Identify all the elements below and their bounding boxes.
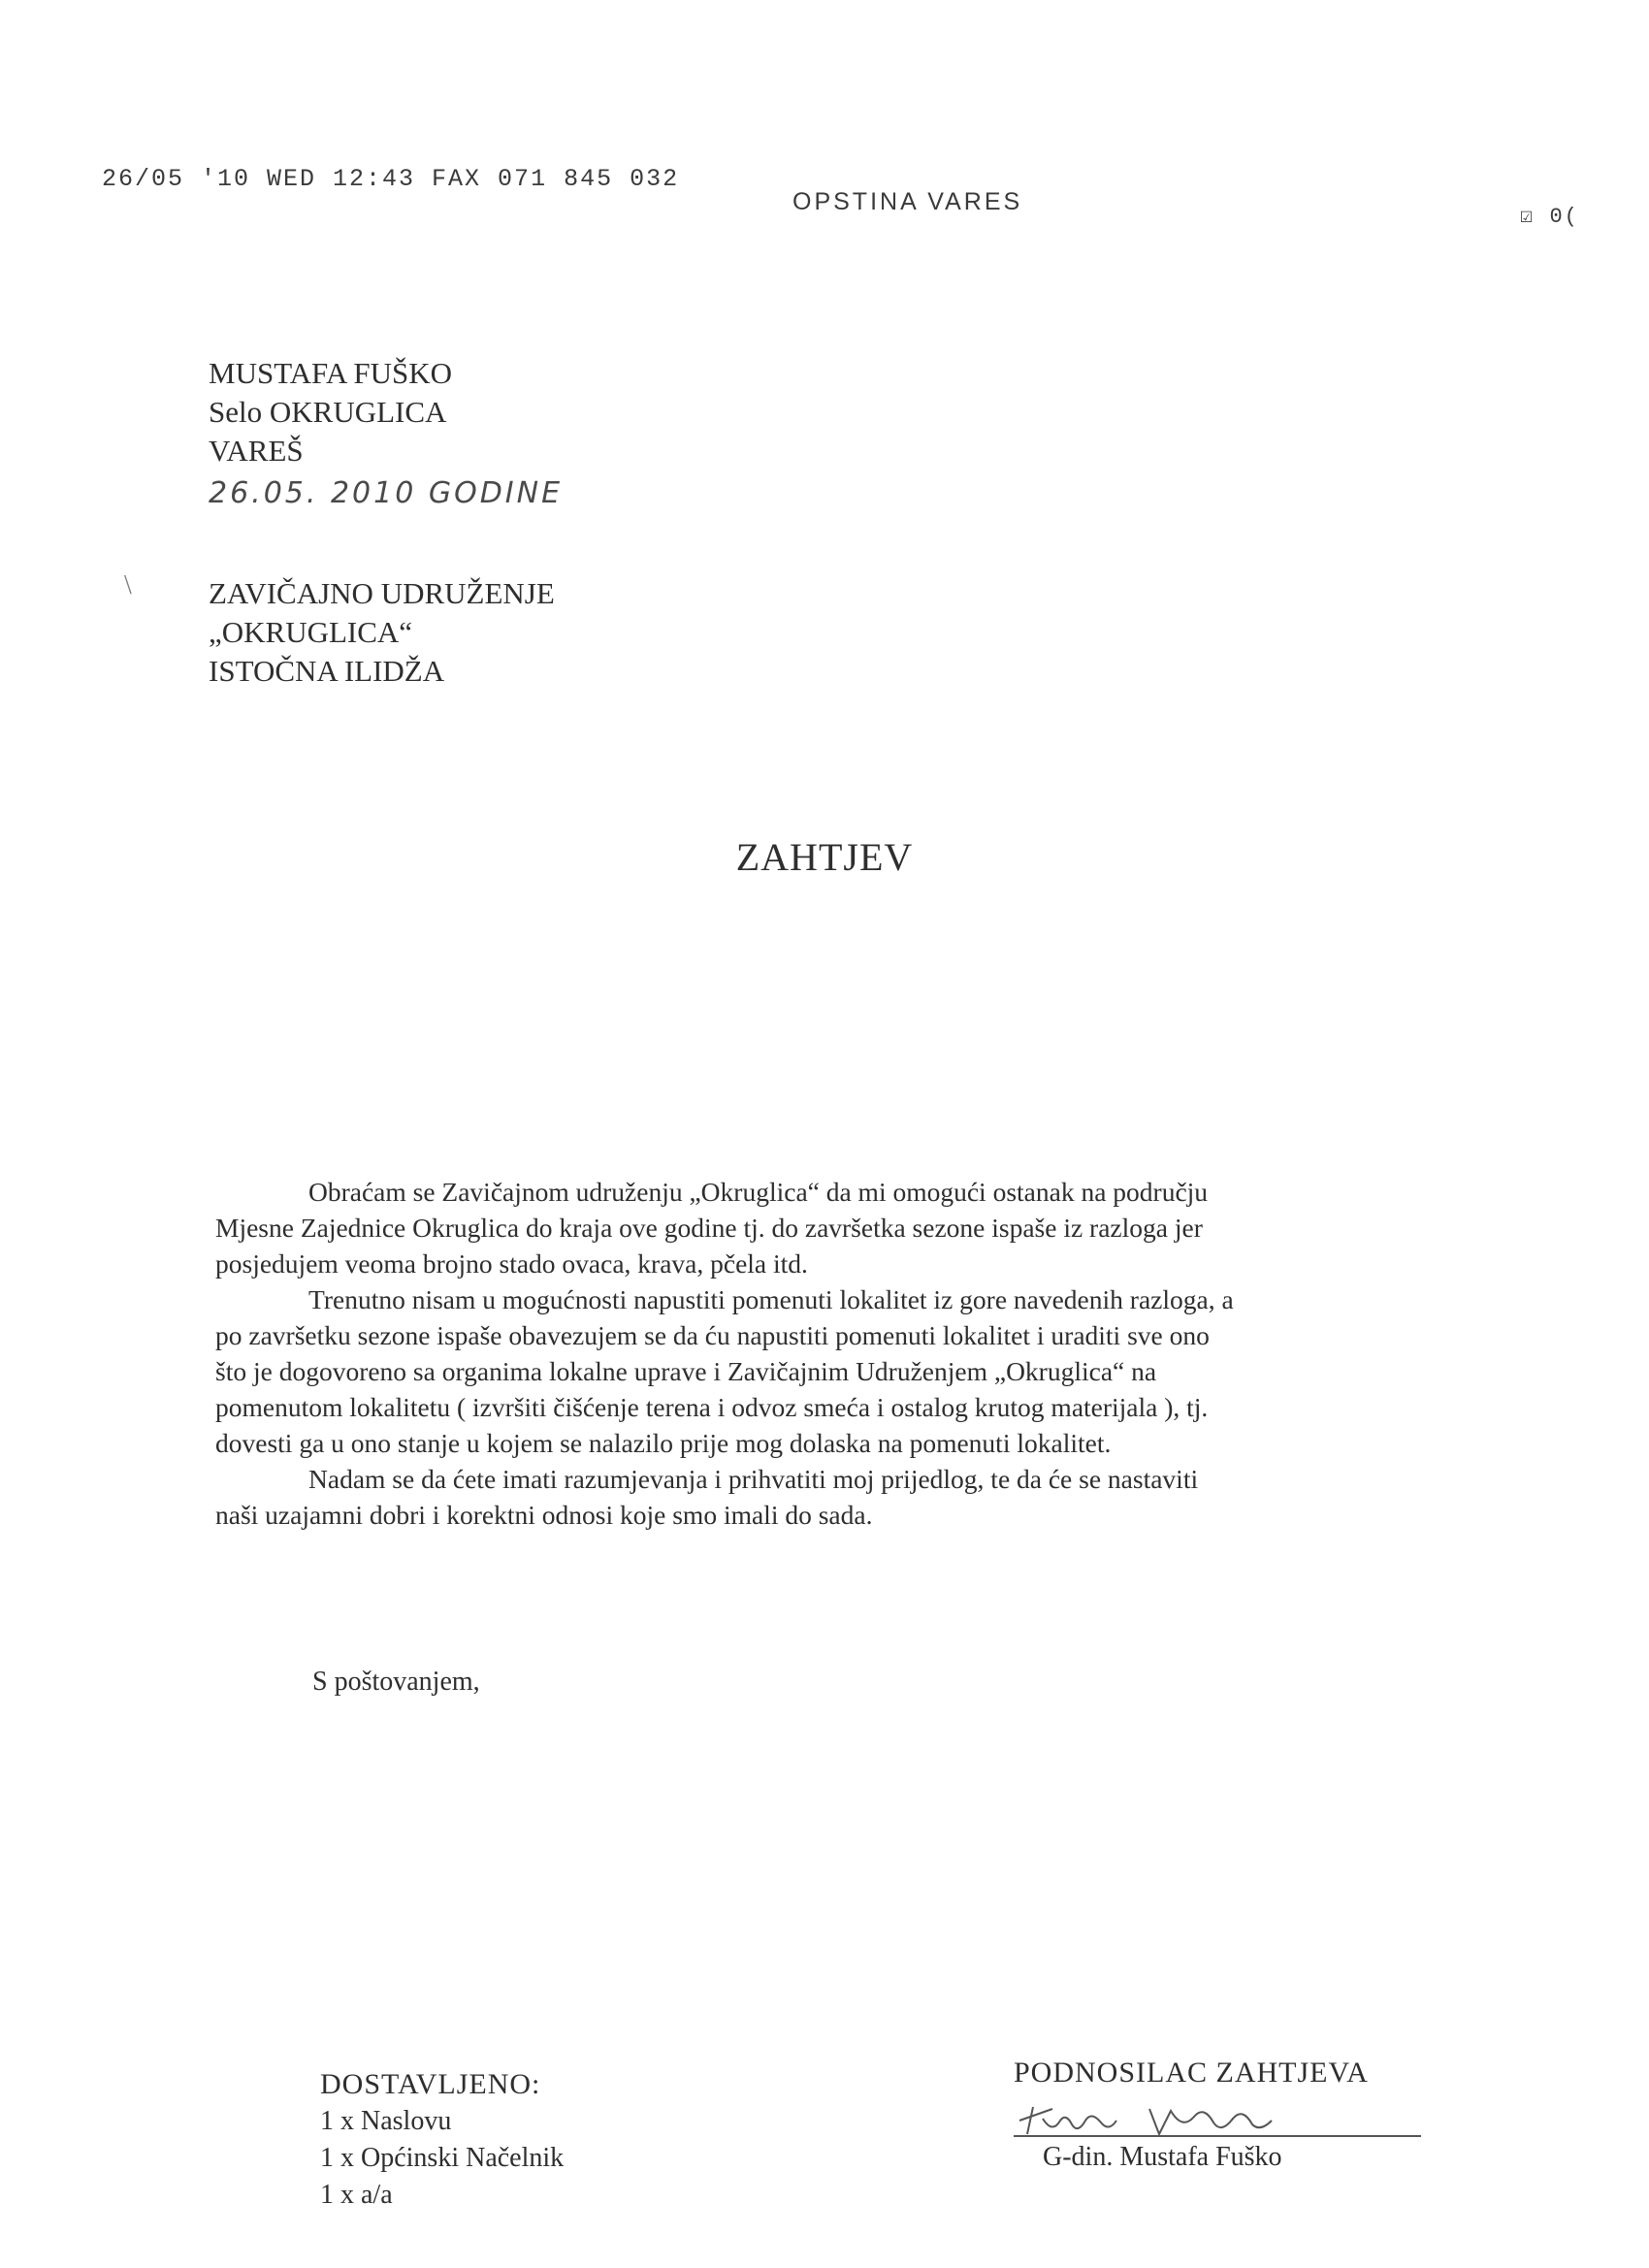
body-line: Nadam se da ćete imati razumjevanja i prihvatiti moj prijedlog, te da će se nastaviti xyxy=(308,1464,1199,1494)
distribution-list xyxy=(320,2066,564,2214)
fax-transmission-line: 26/05 '10 WED 12:43 FAX 071 845 032 xyxy=(102,165,680,193)
recipient-line-2: „OKRUGLICA“ xyxy=(209,615,413,649)
body-line: naši uzajamni dobri i korektni odnosi koje smo imali do sada. xyxy=(215,1500,873,1530)
recipient-block xyxy=(209,574,555,691)
fax-header xyxy=(102,165,1579,229)
fax-organization: OPSTINA VARES xyxy=(792,188,1023,215)
letter-body xyxy=(215,1174,1467,1533)
signature-block xyxy=(1014,2057,1421,2172)
distribution-item: 1 x Općinski Načelnik xyxy=(320,2143,565,2173)
closing-salutation: S poštovanjem, xyxy=(312,1667,480,1697)
signature-heading: PODNOSILAC ZAHTJEVA xyxy=(1014,2057,1369,2089)
paragraph-2 xyxy=(215,1281,1467,1461)
signatory-name: G-din. Mustafa Fuško xyxy=(1043,2142,1282,2172)
recipient-line-1: ZAVIČAJNO UDRUŽENJE xyxy=(209,576,555,610)
body-line: Mjesne Zajednice Okruglica do kraja ove godine tj. do završetka sezone ispaše iz razloga jer xyxy=(215,1213,1203,1243)
fax-page-marker: ☑ 0( xyxy=(1520,205,1579,229)
recipient-line-3: ISTOČNA ILIDŽA xyxy=(209,654,445,688)
distribution-item: 1 x a/a xyxy=(320,2180,393,2210)
body-line: pomenutom lokalitetu ( izvršiti čišćenje terena i odvoz smeća i ostalog krutog materijala ), tj. xyxy=(215,1392,1209,1422)
paragraph-1 xyxy=(215,1174,1467,1281)
body-line: Obraćam se Zavičajnom udruženju „Okruglica“ da mi omogući ostanak na području xyxy=(308,1177,1209,1207)
margin-mark: \ xyxy=(124,570,132,600)
sender-village: Selo OKRUGLICA xyxy=(209,395,447,429)
sender-block xyxy=(209,354,563,513)
body-line: dovesti ga u ono stanje u kojem se nalazilo prije mog dolaska na pomenuti lokalitet. xyxy=(215,1428,1112,1458)
sender-town: VAREŠ xyxy=(209,434,304,468)
body-line: što je dogovoreno sa organima lokalne uprave i Zavičajnim Udruženjem „Okruglica“ na xyxy=(215,1356,1157,1386)
body-line: Trenutno nisam u mogućnosti napustiti pomenuti lokalitet iz gore navedenih razloga, a xyxy=(308,1284,1234,1314)
handwritten-signature xyxy=(1014,2091,1421,2144)
sender-name: MUSTAFA FUŠKO xyxy=(209,356,453,390)
body-line: posjedujem veoma brojno stado ovaca, krava, pčela itd. xyxy=(215,1248,808,1279)
distribution-item: 1 x Naslovu xyxy=(320,2106,452,2136)
document-title: ZAHTJEV xyxy=(735,835,914,879)
body-line: po završetku sezone ispaše obavezujem se da ću napustiti pomenuti lokalitet i uraditi sve ono xyxy=(215,1320,1210,1350)
distribution-heading: DOSTAVLJENO: xyxy=(320,2068,541,2100)
paragraph-3 xyxy=(215,1461,1467,1533)
handwritten-date: 26.05. 2010 GODINE xyxy=(209,476,564,510)
